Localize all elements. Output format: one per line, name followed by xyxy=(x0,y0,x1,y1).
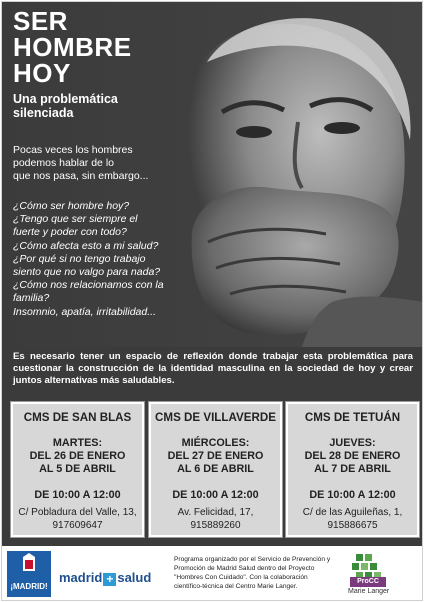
center-hours: DE 10:00 A 12:00 xyxy=(34,489,121,501)
madrid-logo xyxy=(7,551,51,597)
center-day: JUEVES: xyxy=(329,437,376,449)
title-line: HOMBRE xyxy=(13,32,132,62)
question-line: siento que no valgo para nada? xyxy=(13,266,161,279)
poster-subtitle xyxy=(13,92,118,120)
questions-list xyxy=(13,200,164,319)
center-card-san-blas xyxy=(11,402,144,537)
intro-line: que nos pasa, sin embargo... xyxy=(13,170,149,182)
program-line: Promoción de Madrid Salud dentro del Proyecto xyxy=(174,565,315,572)
center-dates-end: AL 5 DE ABRIL xyxy=(39,463,116,475)
procc-label: ProCC xyxy=(350,577,386,587)
subtitle-line: Una problemática xyxy=(13,92,118,106)
program-credits xyxy=(174,555,352,591)
center-day: MARTES: xyxy=(52,437,103,449)
center-name: CMS DE TETUÁN xyxy=(304,411,401,424)
intro-text xyxy=(13,144,148,183)
center-dates-start: DEL 28 DE ENERO xyxy=(304,450,401,462)
madrid-salud-text-b: salud xyxy=(117,570,152,585)
plus-icon: + xyxy=(103,573,116,586)
center-dates-start: DEL 27 DE ENERO xyxy=(167,450,264,462)
question-line: ¿Por qué si no tengo trabajo xyxy=(13,252,146,265)
center-phone: 915889260 xyxy=(190,520,241,531)
center-phone: 915886675 xyxy=(327,520,378,531)
madrid-salud-text-a: madrid xyxy=(59,570,103,585)
title-line: SER xyxy=(13,6,68,36)
question-line: familia? xyxy=(13,292,50,305)
center-dates-start: DEL 26 DE ENERO xyxy=(29,450,126,462)
procc-subtitle: Marie Langer xyxy=(348,588,390,595)
center-card-villaverde xyxy=(149,402,282,537)
question-line: ¿Cómo ser hombre hoy? xyxy=(13,200,130,212)
center-card-tetuan xyxy=(286,402,419,537)
footer-bar xyxy=(2,546,423,601)
question-line: ¿Cómo afecta esto a mi salud? xyxy=(13,239,159,252)
center-name: CMS DE VILLAVERDE xyxy=(155,411,276,424)
poster-title xyxy=(13,8,132,86)
question-line: ¿Cómo nos relacionamos con la xyxy=(13,279,164,292)
center-address: C/ Pobladura del Valle, 13, xyxy=(18,507,137,518)
statement-text: Es necesario tener un espacio de reflexión donde trabajar esta problemática para cuestionar la construcción de la identidad masculina en la sociedad de hoy y crear juntos alternativas más saludables. xyxy=(13,351,413,386)
center-address: Av. Felicidad, 17, xyxy=(177,507,254,518)
question-line: ¿Tengo que ser siempre el xyxy=(13,213,138,226)
center-day: MIÉRCOLES: xyxy=(181,437,250,449)
center-hours: DE 10:00 A 12:00 xyxy=(172,489,259,501)
madrid-salud-logo xyxy=(59,570,151,586)
poster xyxy=(1,1,423,601)
madrid-crest-icon xyxy=(7,551,51,597)
program-line: "Hombres Con Cuidado". Con la colaboración xyxy=(174,574,308,581)
center-name: CMS DE SAN BLAS xyxy=(23,411,132,424)
program-line: Programa organizado por el Servicio de Prevención y xyxy=(174,556,331,563)
center-address: C/ de las Aguileñas, 1, xyxy=(302,507,403,518)
title-line: HOY xyxy=(13,58,71,88)
subtitle-line: silenciada xyxy=(13,106,74,120)
program-line: científico-técnica del Centro Marie Langer. xyxy=(174,583,298,590)
center-dates-end: AL 7 DE ABRIL xyxy=(314,463,391,475)
center-hours: DE 10:00 A 12:00 xyxy=(309,489,396,501)
question-line: fuerte y poder con todo? xyxy=(13,226,127,239)
madrid-logo-text: ¡MADRID! xyxy=(10,582,48,591)
intro-line: podemos hablar de lo xyxy=(13,157,114,169)
center-dates-end: AL 6 DE ABRIL xyxy=(177,463,254,475)
question-line: Insomnio, apatía, irritabilidad... xyxy=(13,305,156,318)
center-phone: 917609647 xyxy=(52,520,103,531)
intro-line: Pocas veces los hombres xyxy=(13,144,133,156)
